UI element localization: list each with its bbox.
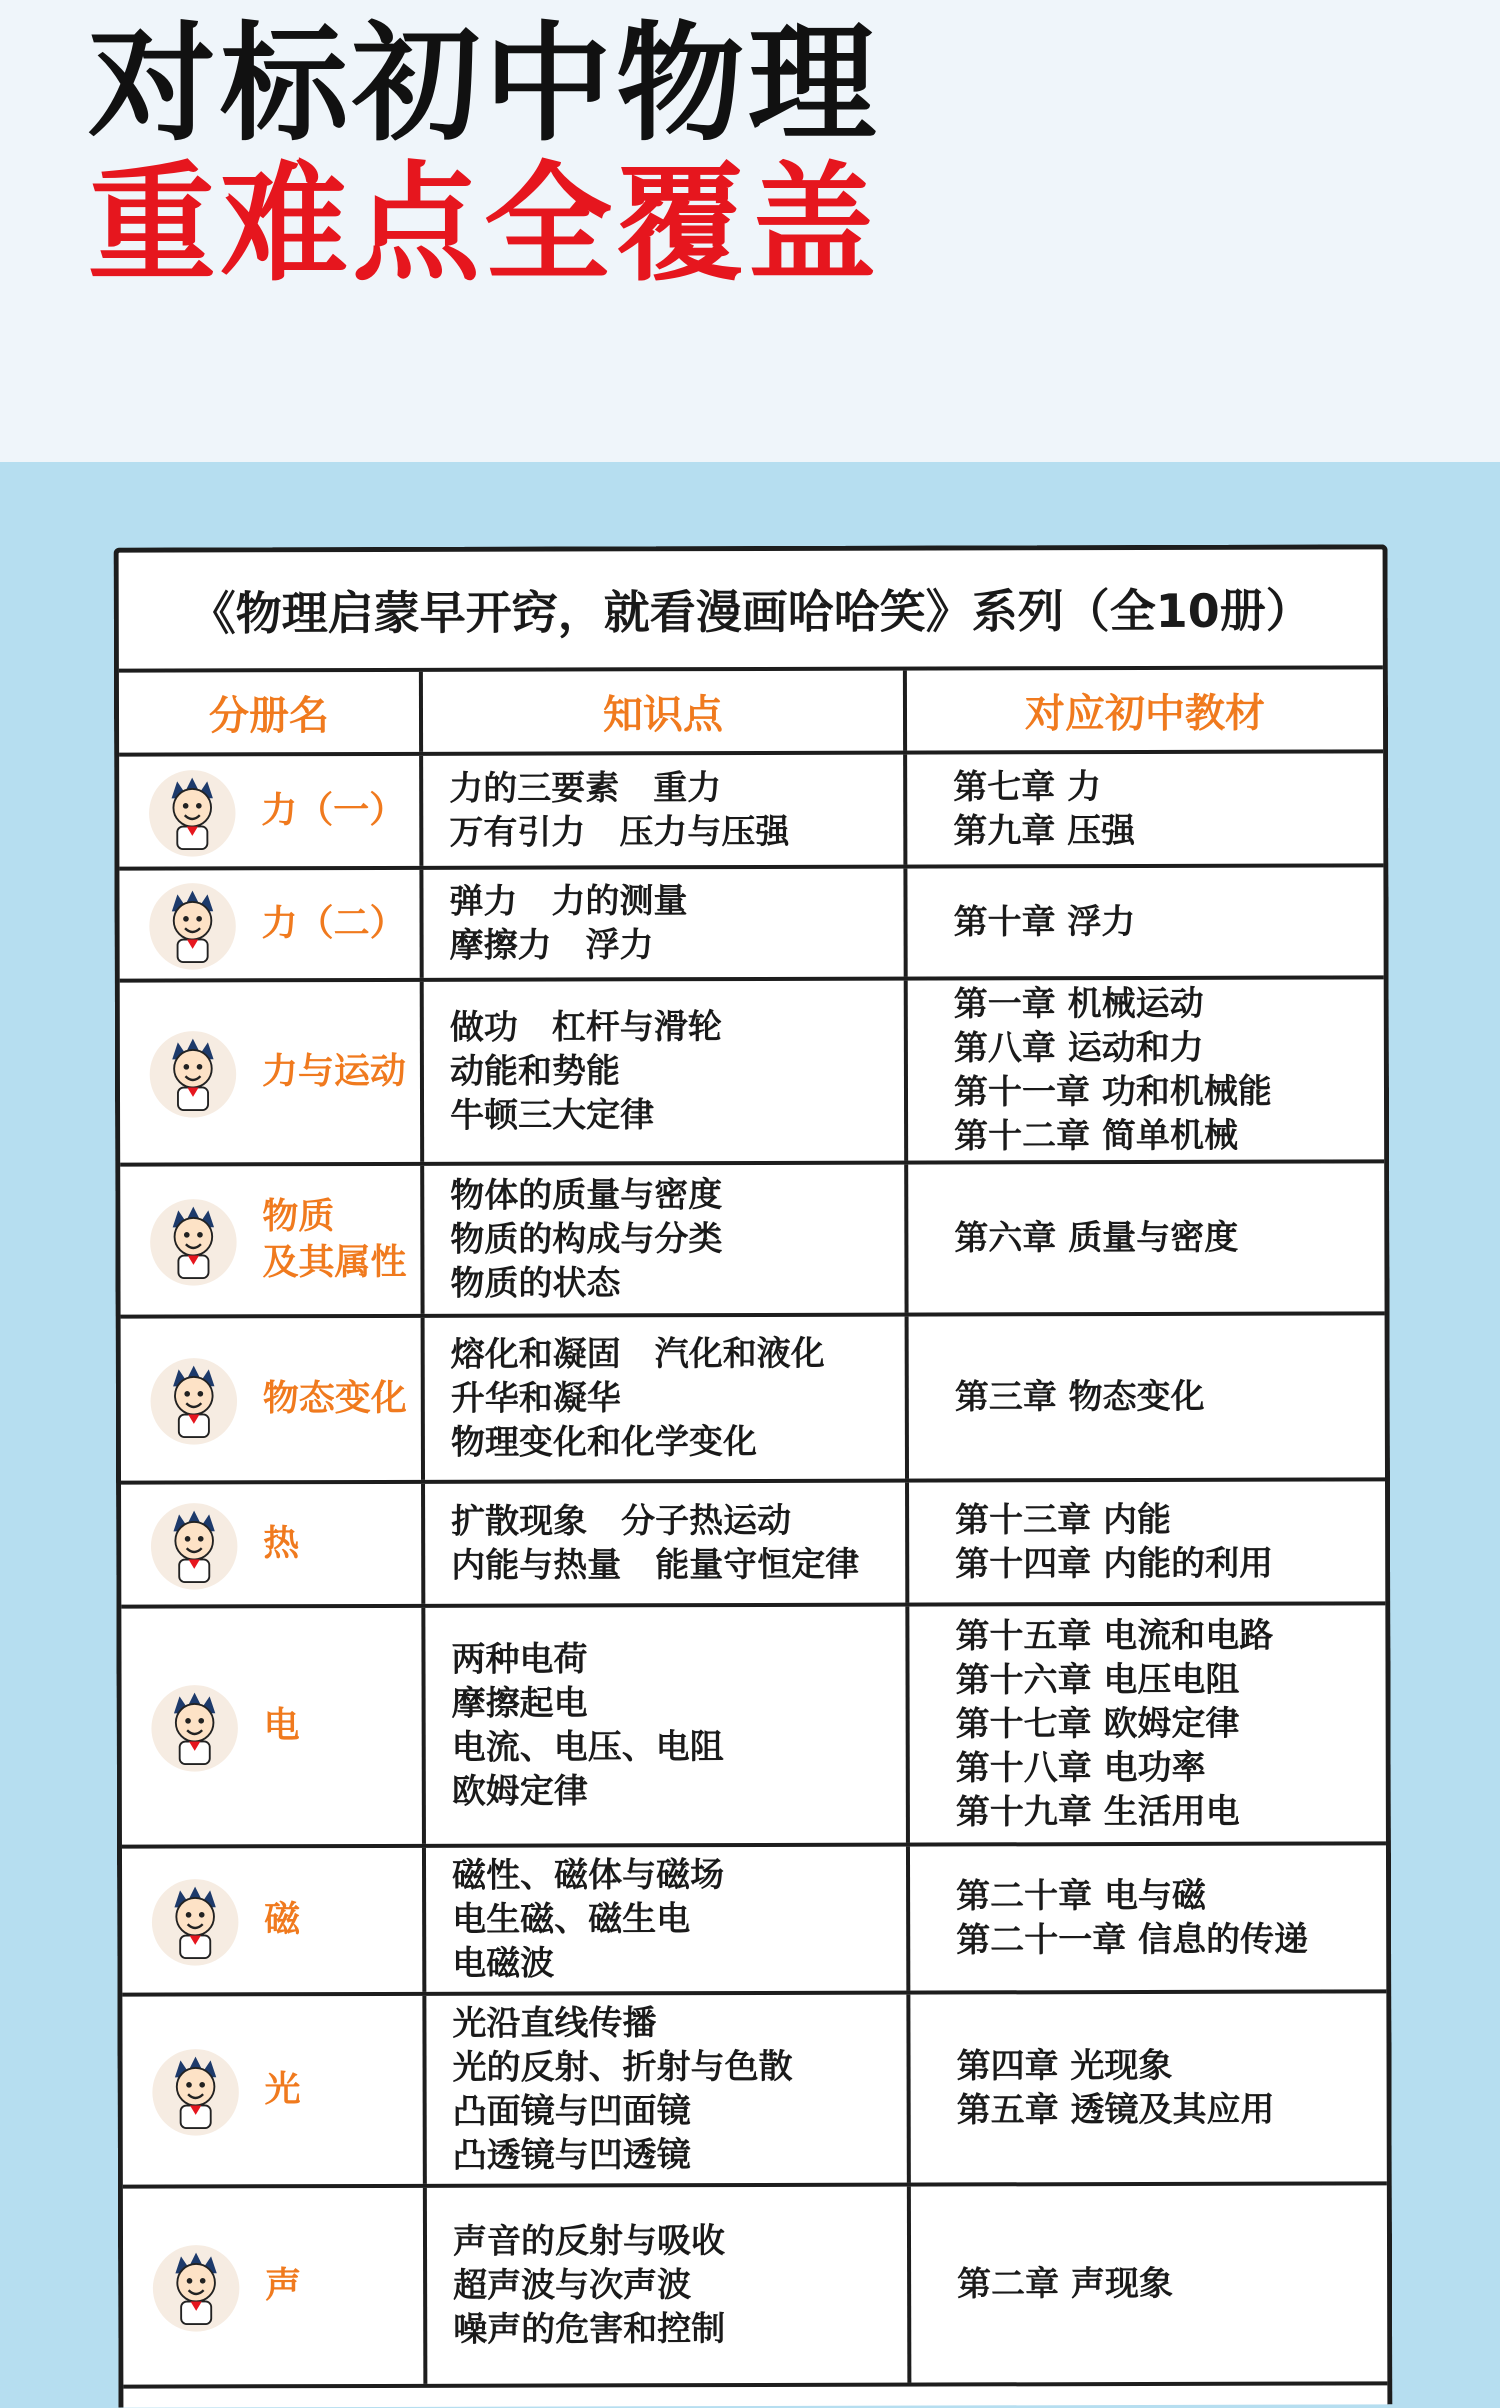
textbook-chapter: 第十四章 内能的利用 [955, 1543, 1274, 1585]
knowledge-point: 摩擦力 浮力 [449, 925, 654, 966]
textbook-chapter: 第十三章 内能 [955, 1499, 1172, 1541]
table-row [119, 753, 1383, 870]
chapters-cell [907, 867, 1383, 976]
knowledge-point: 凸透镜与凹透镜 [452, 2135, 691, 2176]
header-points: 知识点 [423, 671, 907, 752]
cartoon-boy-mascot-icon [147, 1352, 241, 1446]
series-title: 《物理启蒙早开窍，就看漫画哈哈笑》系列（全10册） [119, 549, 1383, 672]
table-row [121, 1481, 1385, 1608]
knowledge-point: 做功 杠杆与滑轮 [449, 1007, 722, 1048]
chapters-cell [908, 1163, 1384, 1312]
knowledge-point: 物质的构成与分类 [450, 1219, 723, 1260]
volume-cell [119, 870, 423, 979]
knowledge-point: 电流、电压、电阻 [451, 1727, 724, 1768]
textbook-chapter: 第十二章 简单机械 [954, 1115, 1239, 1157]
textbook-chapter: 第十九章 生活用电 [955, 1791, 1240, 1833]
cartoon-boy-mascot-icon [148, 1679, 242, 1773]
volume-name: 物质 及其属性 [262, 1196, 407, 1284]
chapters-cell [910, 1845, 1386, 1990]
knowledge-point: 动能和势能 [449, 1051, 620, 1092]
textbook-chapter: 第八章 运动和力 [953, 1027, 1204, 1069]
textbook-chapter: 第九章 压强 [953, 810, 1136, 852]
knowledge-point: 两种电荷 [451, 1639, 588, 1680]
knowledge-point: 扩散现象 分子热运动 [451, 1500, 792, 1542]
volume-cell [122, 1996, 426, 2185]
knowledge-point: 牛顿三大定律 [450, 1095, 655, 1136]
series-table [119, 669, 1387, 2388]
volume-cell [121, 1484, 425, 1605]
volume-cell [121, 1608, 426, 1845]
textbook-chapter: 第六章 质量与密度 [954, 1217, 1239, 1259]
volume-cell [120, 982, 424, 1163]
series-table-card [114, 544, 1393, 2407]
knowledge-point: 物质的状态 [450, 1263, 621, 1304]
volume-cell [119, 756, 423, 867]
textbook-chapter: 第一章 机械运动 [953, 983, 1204, 1025]
table-header-row [119, 669, 1383, 756]
knowledge-point: 力的三要素 重力 [449, 768, 722, 809]
cartoon-boy-mascot-icon [145, 764, 239, 858]
points-cell [426, 1995, 910, 2184]
knowledge-point: 光沿直线传播 [452, 2003, 657, 2044]
hero-title: 对标初中物理 [88, 10, 881, 159]
volume-cell [121, 1318, 425, 1481]
textbook-chapter: 第七章 力 [953, 767, 1102, 808]
volume-name: 物态变化 [262, 1377, 407, 1420]
table-row [119, 867, 1383, 982]
table-row [122, 1993, 1386, 2188]
chapters-cell [908, 979, 1384, 1160]
volume-name: 力（一） [261, 789, 406, 832]
textbook-chapter: 第十五章 电流和电路 [955, 1615, 1274, 1657]
cartoon-boy-mascot-icon [146, 1193, 240, 1287]
points-cell [425, 1317, 909, 1480]
textbook-chapter: 第二十章 电与磁 [956, 1875, 1206, 1917]
header-volume: 分册名 [119, 672, 423, 753]
volume-name: 热 [263, 1523, 300, 1565]
knowledge-point: 内能与热量 能量守恒定律 [451, 1544, 860, 1586]
table-row [121, 1605, 1386, 1848]
cartoon-boy-mascot-icon [145, 877, 239, 971]
table-row [121, 1315, 1385, 1484]
points-cell [424, 981, 908, 1162]
knowledge-point: 摩擦起电 [451, 1683, 588, 1724]
header-chapters: 对应初中教材 [1024, 690, 1266, 737]
hero-subtitle: 重难点全覆盖 [88, 150, 881, 299]
volume-name: 声 [265, 2265, 302, 2307]
textbook-chapter: 第四章 光现象 [956, 2045, 1173, 2087]
cartoon-boy-mascot-icon [146, 1025, 240, 1119]
textbook-chapter: 第十八章 电功率 [955, 1747, 1206, 1789]
points-cell [425, 1483, 909, 1604]
knowledge-point: 噪声的危害和控制 [453, 2309, 726, 2350]
table-row [120, 979, 1384, 1166]
knowledge-point: 声音的反射与吸收 [452, 2221, 726, 2262]
knowledge-point: 超声波与次声波 [453, 2265, 692, 2306]
knowledge-point: 电磁波 [452, 1943, 555, 1984]
table-row [123, 2185, 1388, 2388]
knowledge-point: 弹力 力的测量 [449, 881, 688, 922]
chapters-cell [909, 1605, 1386, 1842]
volume-name: 力（二） [261, 902, 406, 945]
chapters-cell [910, 1993, 1386, 2182]
textbook-chapter: 第二十一章 信息的传递 [956, 1919, 1309, 1961]
chapters-cell [907, 753, 1383, 864]
textbook-chapter: 第十七章 欧姆定律 [955, 1703, 1240, 1745]
knowledge-point: 电生磁、磁生电 [452, 1899, 691, 1940]
cartoon-boy-mascot-icon [149, 2239, 243, 2333]
knowledge-point: 熔化和凝固 汽化和液化 [450, 1333, 825, 1375]
points-cell [426, 1847, 910, 1992]
cartoon-boy-mascot-icon [147, 1497, 241, 1591]
knowledge-point: 物体的质量与密度 [450, 1175, 723, 1216]
hero-banner [0, 0, 1500, 462]
table-row [122, 1845, 1386, 1996]
volume-cell [120, 1166, 424, 1315]
volume-name: 电 [263, 1705, 300, 1747]
textbook-chapter: 第十六章 电压电阻 [955, 1659, 1240, 1701]
knowledge-point: 万有引力 压力与压强 [449, 811, 790, 853]
volume-name: 力与运动 [261, 1050, 407, 1093]
points-cell [425, 1607, 910, 1844]
volume-name: 光 [264, 2069, 301, 2111]
textbook-chapter: 第三章 物态变化 [954, 1376, 1205, 1418]
textbook-chapter: 第二章 声现象 [957, 2263, 1174, 2305]
knowledge-point: 物理变化和化学变化 [450, 1421, 757, 1463]
knowledge-point: 磁性、磁体与磁场 [451, 1855, 725, 1896]
knowledge-point: 欧姆定律 [451, 1771, 588, 1812]
chapters-cell [909, 1315, 1385, 1478]
points-cell [427, 2187, 912, 2384]
volume-cell [123, 2188, 428, 2385]
volume-name: 磁 [264, 1899, 301, 1941]
knowledge-point: 升华和凝华 [450, 1378, 621, 1419]
cartoon-boy-mascot-icon [148, 2043, 242, 2137]
knowledge-point: 光的反射、折射与色散 [452, 2046, 793, 2088]
cartoon-boy-mascot-icon [148, 1873, 242, 1967]
table-row [120, 1163, 1384, 1318]
textbook-chapter: 第十章 浮力 [953, 901, 1136, 943]
points-cell [423, 869, 907, 978]
chapters-cell [911, 2185, 1388, 2382]
chapters-cell [909, 1481, 1385, 1602]
knowledge-point: 凸面镜与凹面镜 [452, 2091, 691, 2132]
textbook-chapter: 第十一章 功和机械能 [953, 1071, 1272, 1113]
textbook-chapter: 第五章 透镜及其应用 [956, 2089, 1275, 2131]
points-cell [424, 1165, 908, 1314]
volume-cell [122, 1848, 426, 1993]
points-cell [423, 755, 907, 866]
